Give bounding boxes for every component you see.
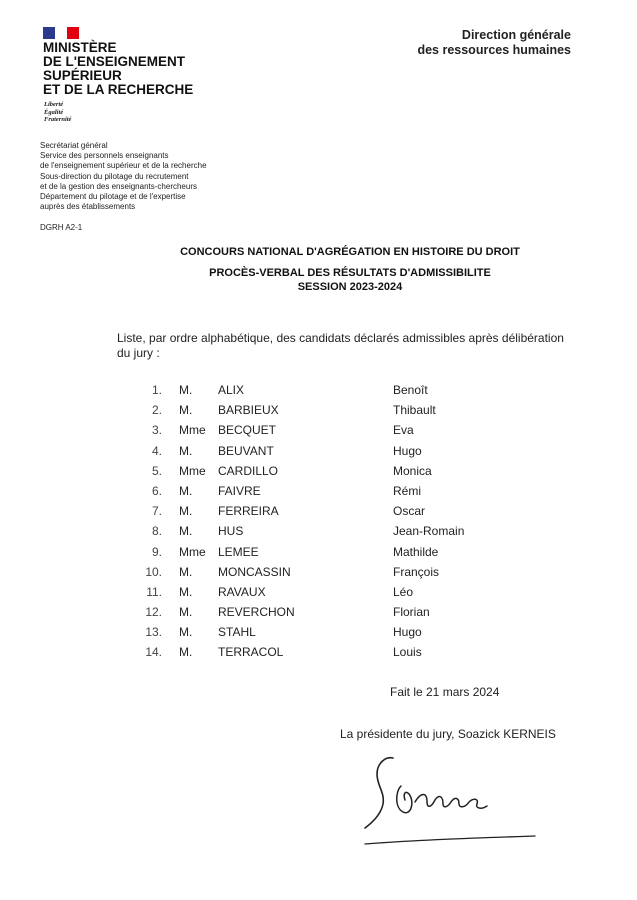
candidate-number: 10. (145, 564, 162, 579)
candidate-civility: M. (179, 383, 193, 397)
candidate-first-name: Hugo (393, 625, 422, 640)
candidate-row (140, 401, 540, 421)
candidate-row (140, 421, 540, 441)
candidate-number: 5. (151, 463, 162, 478)
candidate-number: 6. (151, 483, 162, 498)
republic-motto (44, 101, 71, 124)
candidate-civility: M. (179, 403, 193, 418)
candidate-civility: M. (179, 584, 193, 599)
date-line: Fait le 21 mars 2024 (390, 685, 500, 699)
candidate-last-name: LEMEE (218, 544, 259, 559)
candidate-last-name: HUS (218, 524, 244, 539)
candidate-first-name: Oscar (393, 504, 426, 519)
intro-paragraph: Liste, par ordre alphabétique, des candidats déclarés admissibles après délibération du jury : (117, 331, 564, 360)
flag-blue-band (43, 27, 55, 39)
candidate-civility: M. (179, 504, 193, 519)
candidate-number: 7. (151, 504, 162, 519)
candidate-last-name: CARDILLO (218, 463, 279, 478)
candidate-civility: Mme (179, 463, 206, 478)
title-line-3: SESSION 2023-2024 (297, 281, 403, 293)
candidate-first-name: Rémi (393, 483, 422, 498)
candidate-row (140, 643, 540, 663)
candidate-row (140, 381, 540, 401)
candidate-civility: M. (179, 443, 193, 458)
candidate-civility: M. (179, 625, 193, 640)
candidate-civility: Mme (179, 544, 206, 559)
candidate-first-name: Mathilde (393, 544, 439, 559)
candidate-row (140, 482, 540, 502)
candidate-civility: M. (179, 605, 193, 620)
document-title (140, 245, 560, 294)
french-flag-logo (43, 27, 79, 39)
candidate-first-name: Jean-Romain (393, 524, 465, 539)
title-line-2: PROCÈS-VERBAL DES RÉSULTATS D'ADMISSIBILITE (209, 267, 491, 279)
candidate-last-name: RAVAUX (218, 584, 266, 599)
candidate-last-name: REVERCHON (218, 605, 295, 620)
candidate-last-name: BECQUET (218, 423, 277, 438)
candidate-first-name: Florian (393, 605, 430, 620)
ministry-line: SUPÉRIEUR (43, 68, 122, 83)
candidate-first-name: Léo (393, 584, 414, 599)
service-line: Sous-direction du pilotage du recrutement (40, 171, 189, 181)
candidate-row (140, 563, 540, 583)
flag-white-band (55, 27, 67, 39)
flag-red-band (67, 27, 79, 39)
candidate-row (140, 583, 540, 603)
ministry-line: ET DE LA RECHERCHE (43, 82, 194, 97)
candidate-civility: M. (179, 524, 193, 539)
candidate-row (140, 603, 540, 623)
direction-line: Direction générale (461, 28, 571, 42)
candidate-first-name: Benoît (393, 383, 428, 397)
service-line: Département du pilotage et de l'expertise (40, 192, 186, 202)
ministry-line: MINISTÈRE (43, 40, 117, 55)
title-line-1: CONCOURS NATIONAL D'AGRÉGATION EN HISTOIRE DU DROIT (180, 246, 520, 258)
document-reference: DGRH A2-1 (40, 223, 83, 232)
candidate-civility: M. (179, 483, 193, 498)
candidate-first-name: Monica (393, 463, 432, 478)
service-line: de l'enseignement supérieur et de la recherche (40, 161, 207, 171)
candidate-last-name: STAHL (218, 625, 256, 640)
candidate-number: 13. (145, 625, 162, 640)
candidate-number: 3. (151, 423, 162, 438)
candidate-first-name: Hugo (393, 443, 422, 458)
signatory-line: La présidente du jury, Soazick KERNEIS (340, 727, 556, 741)
candidate-row (140, 442, 540, 462)
ministry-line: DE L'ENSEIGNEMENT (43, 54, 185, 69)
service-line: auprès des établissements (40, 202, 136, 212)
candidate-first-name: Eva (393, 423, 414, 438)
candidate-civility: M. (179, 564, 193, 579)
motto-line: Égalité (44, 108, 64, 116)
service-address-block (40, 141, 207, 212)
ministry-name (43, 41, 193, 97)
candidate-number: 1. (151, 383, 162, 397)
service-line: Secrétariat général (40, 141, 108, 150)
candidate-last-name: FAIVRE (218, 483, 261, 498)
candidate-number: 9. (151, 544, 162, 559)
direction-header (417, 28, 571, 58)
candidate-first-name: Thibault (393, 403, 436, 418)
candidate-number: 8. (151, 524, 162, 539)
direction-line: des ressources humaines (417, 43, 571, 57)
service-line: Service des personnels enseignants (40, 151, 169, 161)
candidate-number: 2. (151, 403, 162, 418)
candidate-number: 11. (146, 584, 162, 599)
candidate-row (140, 502, 540, 522)
candidate-row (140, 543, 540, 563)
candidate-last-name: TERRACOL (218, 645, 284, 660)
candidate-row (140, 623, 540, 643)
candidate-number: 14. (145, 645, 162, 660)
candidate-last-name: MONCASSIN (218, 564, 291, 579)
candidate-last-name: BARBIEUX (218, 403, 279, 418)
candidate-row (140, 522, 540, 542)
candidate-civility: M. (179, 645, 193, 660)
candidate-civility: Mme (179, 423, 206, 438)
candidate-last-name: ALIX (218, 383, 245, 397)
candidate-row (140, 462, 540, 482)
candidate-first-name: Louis (393, 645, 422, 660)
candidate-last-name: FERREIRA (218, 504, 279, 519)
service-line: et de la gestion des enseignants-chercheurs (40, 181, 197, 191)
candidate-number: 4. (151, 443, 162, 458)
motto-line: Liberté (44, 101, 64, 108)
candidate-last-name: BEUVANT (218, 443, 274, 458)
candidate-list (140, 381, 540, 664)
candidate-number: 12. (145, 605, 162, 620)
motto-line: Fraternité (44, 116, 72, 123)
handwritten-signature (355, 752, 545, 857)
candidate-first-name: François (393, 564, 440, 579)
